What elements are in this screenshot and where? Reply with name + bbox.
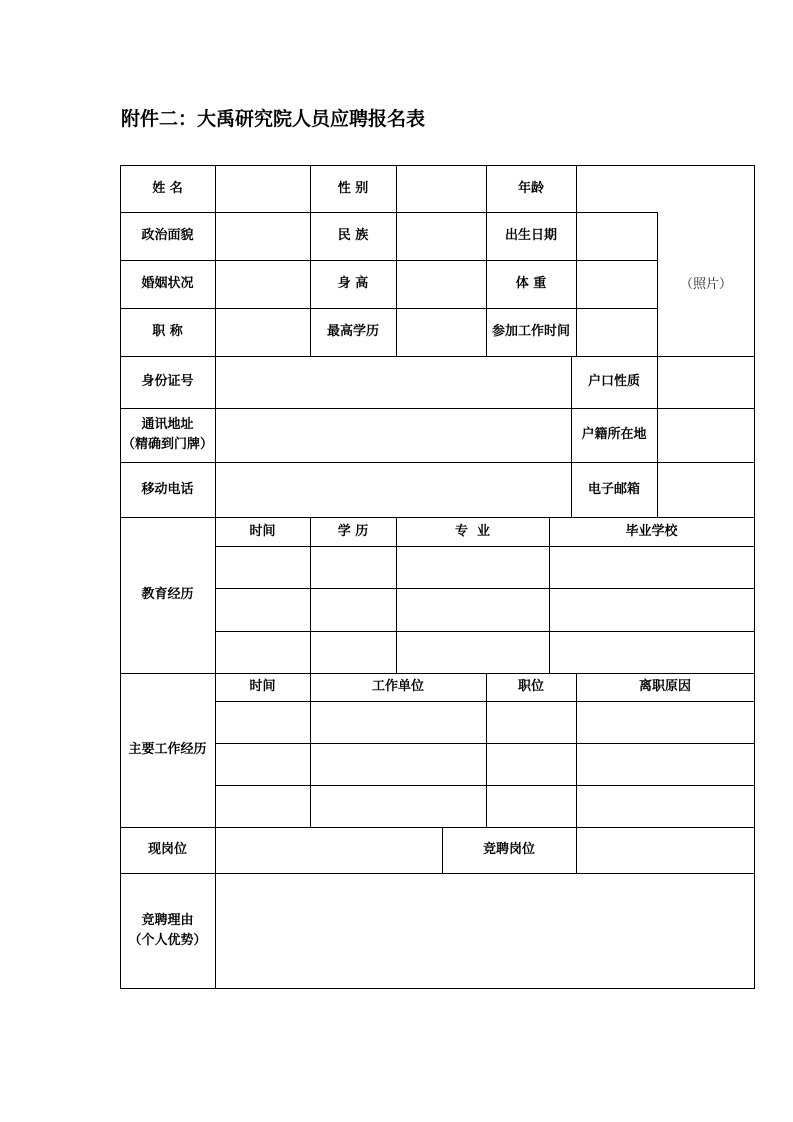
label-reason-line2: （个人优势） [128, 932, 207, 948]
address-field[interactable] [216, 409, 571, 462]
edu-row[interactable] [216, 547, 754, 588]
label-age: 年龄 [517, 180, 544, 196]
height-field[interactable] [397, 261, 486, 308]
label-title: 职 称 [152, 324, 183, 339]
label-current-post: 现岗位 [147, 842, 187, 857]
work-header-employer: 工作单位 [371, 679, 424, 694]
application-form [120, 165, 755, 989]
label-mobile: 移动电话 [141, 481, 194, 497]
label-education: 最高学历 [326, 324, 379, 339]
label-birth: 出生日期 [504, 228, 557, 243]
mobile-field[interactable] [216, 463, 571, 517]
age-field[interactable] [577, 166, 754, 212]
work-header-position: 职位 [517, 679, 544, 694]
reason-field[interactable] [216, 874, 754, 988]
target-post-field[interactable] [577, 828, 754, 873]
label-address-line1: 通讯地址 [141, 417, 194, 432]
label-id-number: 身份证号 [141, 374, 194, 389]
work-row[interactable] [216, 702, 754, 743]
label-reason-line1: 竞聘理由 [141, 912, 194, 928]
label-work-history: 主要工作经历 [128, 742, 207, 757]
hukou-type-field[interactable] [658, 357, 754, 408]
title-field[interactable] [216, 309, 310, 356]
label-marital: 婚姻状况 [141, 276, 194, 291]
work-row[interactable] [216, 744, 754, 785]
label-reason [120, 873, 215, 988]
label-hukou-place: 户籍所在地 [581, 427, 647, 442]
label-name: 姓 名 [152, 180, 183, 196]
label-gender: 性 别 [337, 180, 369, 196]
work-start-field[interactable] [577, 309, 657, 356]
photo-placeholder[interactable]: （照片） [679, 276, 732, 292]
edu-header-time: 时间 [249, 523, 276, 539]
edu-row[interactable] [216, 632, 754, 673]
work-header-time: 时间 [249, 679, 276, 694]
edu-row[interactable] [216, 589, 754, 631]
edu-header-school: 毕业学校 [625, 523, 678, 539]
label-ethnicity: 民 族 [337, 228, 369, 243]
political-field[interactable] [216, 213, 310, 260]
label-hukou-type: 户口性质 [587, 374, 640, 389]
edu-header-major: 专 业 [454, 523, 491, 539]
label-email: 电子邮箱 [587, 481, 640, 497]
email-field[interactable] [658, 463, 754, 517]
label-address-line2: （精确到门牌） [121, 437, 213, 452]
page-title: 附件二：大禹研究院人员应聘报名表 [121, 108, 426, 130]
weight-field[interactable] [577, 261, 657, 308]
label-height: 身 高 [337, 276, 369, 291]
edu-header-degree: 学 历 [337, 523, 369, 539]
label-target-post: 竞聘岗位 [482, 842, 535, 857]
education-field[interactable] [397, 309, 486, 356]
ethnicity-field[interactable] [397, 213, 486, 260]
gender-field[interactable] [397, 166, 486, 212]
hukou-place-field[interactable] [658, 409, 754, 462]
label-address [120, 408, 215, 462]
id-number-field[interactable] [216, 357, 571, 408]
label-work-start: 参加工作时间 [491, 324, 570, 339]
marital-field[interactable] [216, 261, 310, 308]
birth-field[interactable] [577, 213, 657, 260]
current-post-field[interactable] [216, 828, 442, 873]
work-header-leave-reason: 离职原因 [638, 679, 691, 694]
label-political: 政治面貌 [141, 228, 194, 243]
label-weight: 体 重 [515, 276, 547, 291]
name-field[interactable] [216, 166, 310, 212]
label-edu-history: 教育经历 [141, 587, 194, 602]
work-row[interactable] [216, 786, 754, 827]
